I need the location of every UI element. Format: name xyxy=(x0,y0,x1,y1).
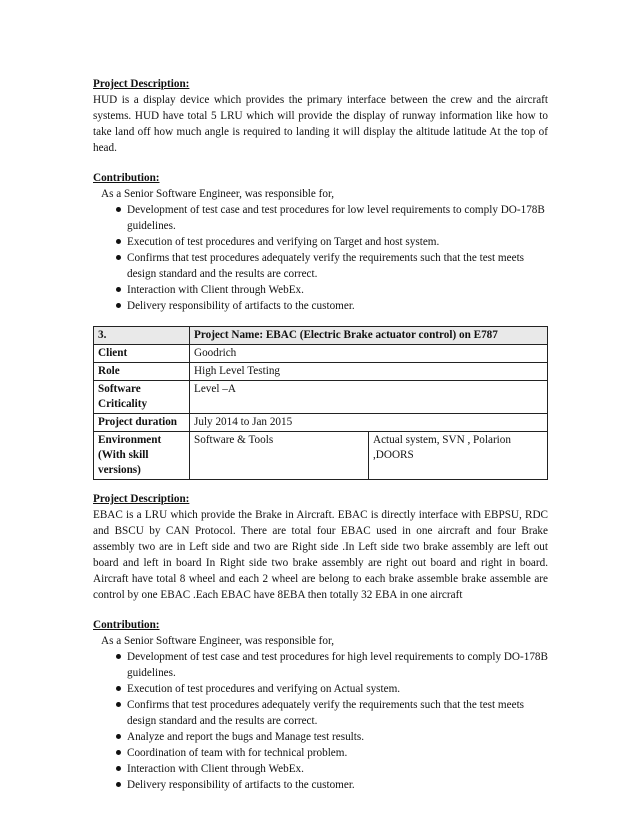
list-item: Development of test case and test procedures for low level requirements to comply DO-178B guidelines. xyxy=(93,202,548,234)
list-item: Interaction with Client through WebEx. xyxy=(93,282,548,298)
bullet-icon xyxy=(116,207,121,212)
table-row xyxy=(94,327,548,345)
list-item: Delivery responsibility of artifacts to the customer. xyxy=(93,298,548,314)
bullet-icon xyxy=(116,750,121,755)
environment-label: Environment (With skill versions) xyxy=(94,432,190,480)
bullet-icon xyxy=(116,702,121,707)
bullet-icon xyxy=(116,734,121,739)
contribution-heading: Contribution: xyxy=(93,172,160,184)
bullet-icon xyxy=(116,686,121,691)
role-label: Role xyxy=(94,363,190,381)
duration-label: Project duration xyxy=(94,414,190,432)
list-item: Interaction with Client through WebEx. xyxy=(93,761,548,777)
list-item: Delivery responsibility of artifacts to the customer. xyxy=(93,777,548,793)
contribution-list xyxy=(93,202,548,314)
bullet-icon xyxy=(116,255,121,260)
project-description-text: HUD is a display device which provides the primary interface between the crew and the aircraft systems. HUD have total 5 LRU which will provide the display of runway information like how to take land off how much angle is required to landing it will display the altitude latitude At the top of head. xyxy=(93,94,548,154)
list-item: Analyze and report the bugs and Manage test results. xyxy=(93,729,548,745)
project-number: 3. xyxy=(94,327,190,345)
table-row xyxy=(94,432,548,480)
table-row xyxy=(94,345,548,363)
list-item: Confirms that test procedures adequately verify the requirements such that the test meets design standard and the results are correct. xyxy=(93,697,548,729)
bullet-icon xyxy=(116,654,121,659)
contribution-intro: As a Senior Software Engineer, was responsible for, xyxy=(101,188,335,200)
list-item: Confirms that test procedures adequately verify the requirements such that the test meets design standard and the results are correct. xyxy=(93,250,548,282)
project-description-heading: Project Description: xyxy=(93,78,190,90)
software-tools-value: Actual system, SVN , Polarion ,DOORS xyxy=(369,432,548,480)
client-label: Client xyxy=(94,345,190,363)
project-info-table xyxy=(93,326,548,480)
project-description-text: EBAC is a LRU which provide the Brake in Aircraft. EBAC is directly interface with EBPSU, RDC and BSCU by CAN Protocol. There are total four EBAC used in one aircraft and four Brake assembly two are in Left side and two are Right side .In Left side two brake assembly are left out board and left in board In Right side two brake assembly are right out board and right in board. Aircraft have total 8 wheel and each 2 wheel are belong to each brake assemble brake assemble are control by one EBAC .Each EBAC have 8EBA then totally 32 EBA in one aircraft xyxy=(93,509,548,601)
duration-value: July 2014 to Jan 2015 xyxy=(190,414,548,432)
bullet-icon xyxy=(116,766,121,771)
contribution-list xyxy=(93,649,548,793)
table-row xyxy=(94,414,548,432)
list-item: Development of test case and test procedures for high level requirements to comply DO-178B guidelines. xyxy=(93,649,548,681)
criticality-value: Level –A xyxy=(190,381,548,414)
bullet-icon xyxy=(116,782,121,787)
criticality-label: Software Criticality xyxy=(94,381,190,414)
contribution-heading: Contribution: xyxy=(93,619,160,631)
role-value: High Level Testing xyxy=(190,363,548,381)
resume-page xyxy=(93,76,548,793)
list-item: Execution of test procedures and verifying on Actual system. xyxy=(93,681,548,697)
project-name: Project Name: EBAC (Electric Brake actuator control) on E787 xyxy=(190,327,548,345)
project-description-heading: Project Description: xyxy=(93,493,190,505)
software-tools-label: Software & Tools xyxy=(190,432,369,480)
contribution-intro: As a Senior Software Engineer, was responsible for, xyxy=(101,635,335,647)
table-row xyxy=(94,381,548,414)
bullet-icon xyxy=(116,239,121,244)
list-item: Execution of test procedures and verifying on Target and host system. xyxy=(93,234,548,250)
table-row xyxy=(94,363,548,381)
bullet-icon xyxy=(116,303,121,308)
bullet-icon xyxy=(116,287,121,292)
list-item: Coordination of team with for technical problem. xyxy=(93,745,548,761)
client-value: Goodrich xyxy=(190,345,548,363)
